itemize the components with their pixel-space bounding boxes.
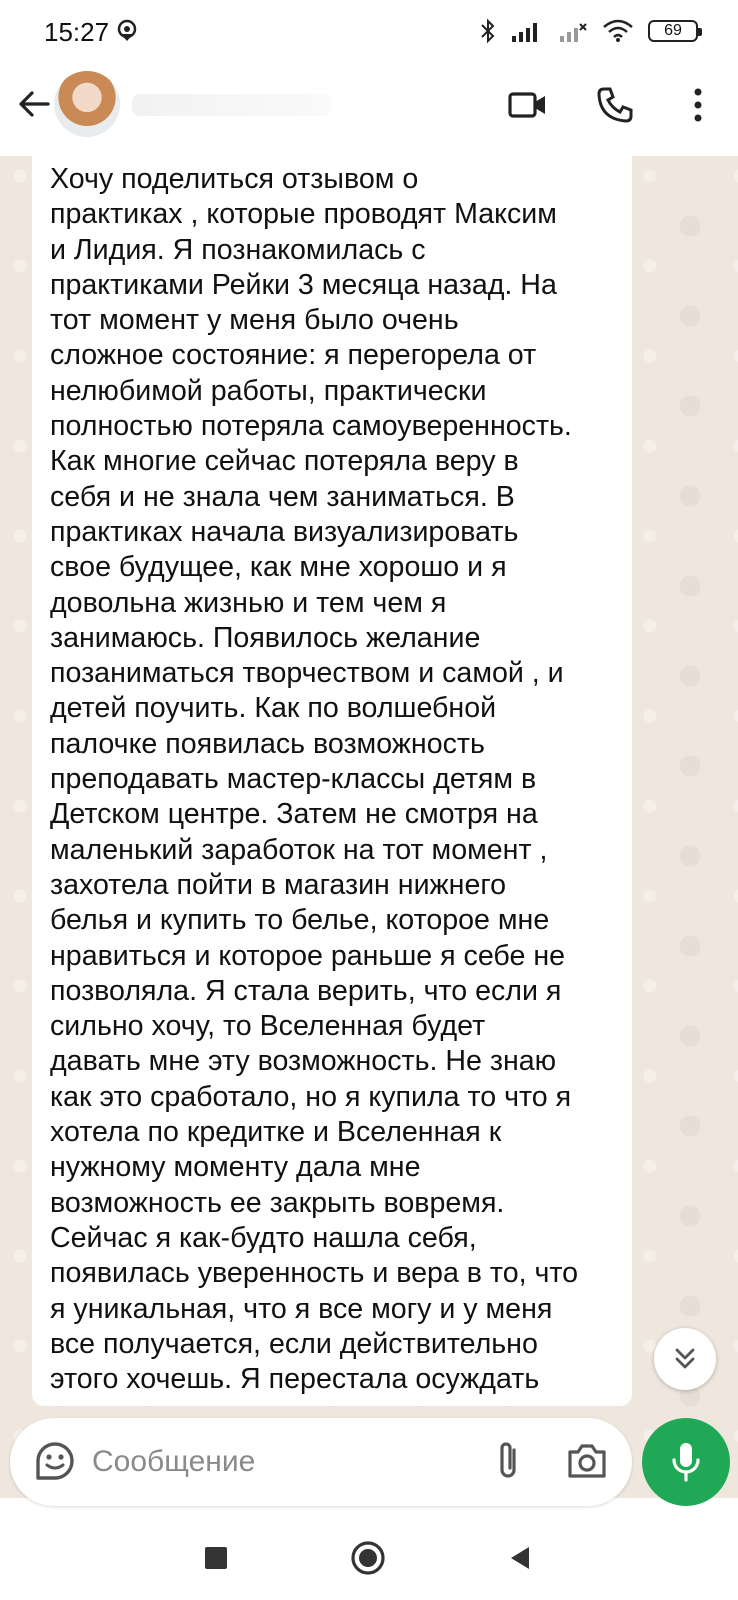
more-menu-button[interactable] xyxy=(675,82,721,128)
emoji-button[interactable] xyxy=(32,1438,78,1484)
chat-area[interactable] xyxy=(0,156,738,1498)
bluetooth-icon xyxy=(480,18,496,44)
chat-header xyxy=(0,64,738,156)
status-time: 15:27 xyxy=(44,17,110,47)
more-vertical-icon xyxy=(692,87,704,123)
signal-2-icon xyxy=(558,20,588,42)
video-call-button[interactable] xyxy=(505,82,551,128)
message-bubble[interactable] xyxy=(32,156,632,1406)
paperclip-icon xyxy=(485,1438,531,1484)
scroll-to-bottom-button[interactable] xyxy=(654,1328,716,1390)
wifi-icon xyxy=(602,19,634,43)
contact-name[interactable] xyxy=(132,94,332,116)
voice-call-button[interactable] xyxy=(592,82,638,128)
message-text: Хочу поделиться отзывом о практиках , которые проводят Максим и Лидия. Я познакомилась с практиками Рейки 3 месяца назад. На тот момент у меня было очень сложное состояние: я перегорела от нелюбимой работы, практически полностью потеряла самоуверенность. Как многие сейчас потеряла веру в себя и не знала чем заниматься. В практиках начала визуализировать свое будущее, как мне хорошо и я довольна жизнью и тем чем я занимаюсь. Появилось желание позаниматься творчеством и самой , и детей поучить. Как по волшебной палочке появилась возможность преподавать мастер-классы детям в Детском центре. Затем не смотря на маленький заработок на тот момент , захотела пойти в магазин нижнего белья и купить то белье, которое мне нравиться и которое раньше я себе не позволяла. Я стала верить, что если я сильно хочу, то Вселенная будет давать мне эту возможность. Не знаю как это сработало, но я купила то что я хотела по кредитке и Вселенная к нужному моменту дала мне возможность ее закрыть вовремя. Сейчас я как-будто нашла себя, появилась уверенность и вера в то, что я уникальная, что я все могу и у меня все получается, если действительно этого хочешь. Я перестала осуждать xyxy=(50,163,579,1396)
attach-button[interactable] xyxy=(485,1438,531,1484)
back-nav-button[interactable] xyxy=(500,1538,540,1578)
back-button[interactable] xyxy=(14,84,54,124)
battery-level: 69 xyxy=(664,22,682,39)
home-button[interactable] xyxy=(348,1538,388,1578)
message-input[interactable] xyxy=(92,1440,392,1484)
video-camera-icon xyxy=(508,89,548,121)
signal-icon xyxy=(510,20,544,42)
recents-button[interactable] xyxy=(196,1538,236,1578)
arrow-left-icon xyxy=(14,84,54,124)
system-nav-bar xyxy=(0,1516,738,1600)
location-icon xyxy=(116,19,138,43)
chevron-double-down-icon xyxy=(671,1345,699,1373)
phone-icon xyxy=(596,86,634,124)
microphone-icon xyxy=(669,1440,703,1484)
status-icons xyxy=(480,18,698,44)
square-icon xyxy=(203,1545,229,1571)
contact-avatar[interactable] xyxy=(54,71,120,137)
status-bar xyxy=(0,0,738,64)
camera-button[interactable] xyxy=(564,1438,610,1484)
triangle-left-icon xyxy=(507,1544,533,1572)
sticker-icon xyxy=(32,1438,78,1484)
message-input-bar xyxy=(10,1418,632,1506)
microphone-button[interactable] xyxy=(642,1418,730,1506)
camera-icon xyxy=(564,1438,610,1484)
battery-indicator xyxy=(648,20,698,42)
circle-icon xyxy=(350,1540,386,1576)
